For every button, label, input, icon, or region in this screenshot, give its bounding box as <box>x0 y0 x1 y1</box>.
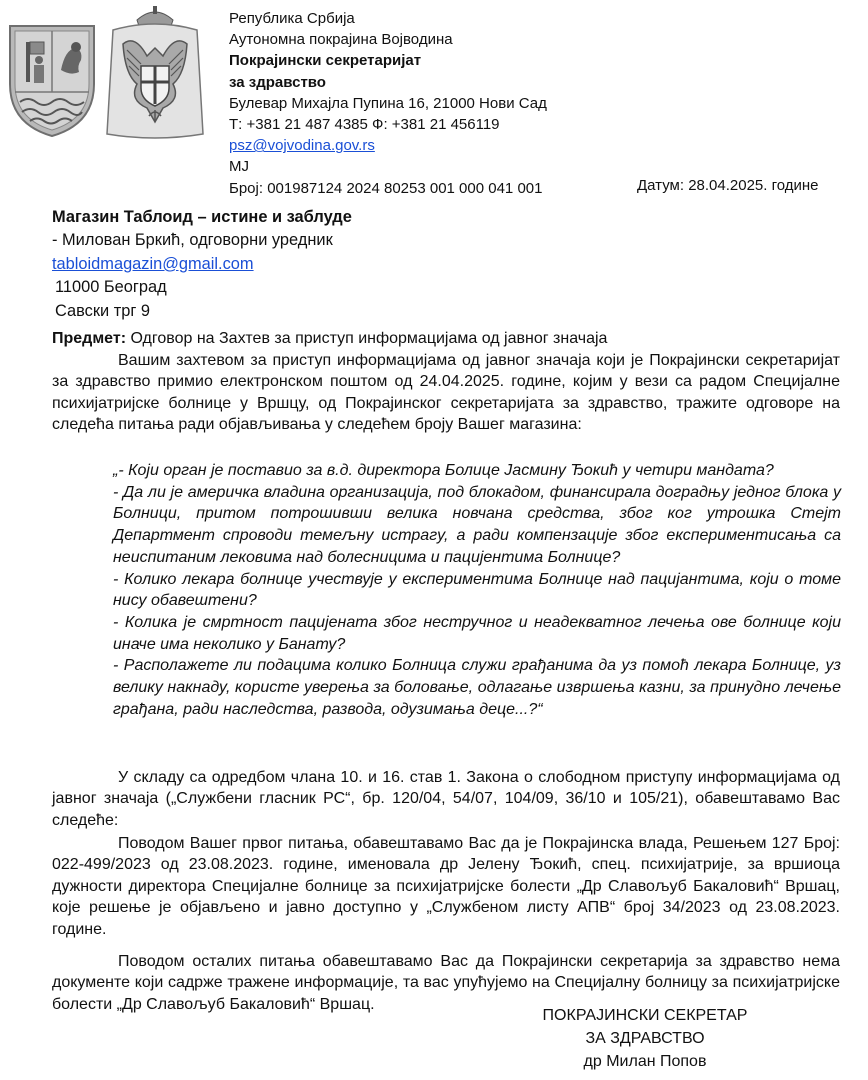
question-5: - Располажете ли подацима колико Болница служи грађанима да уз помоћ лекара Болнице, уз велику накнаду, користе уверења за боловање, одлагање извршења казни, за принудно лечење грађана, ради наследства, развода, одузимања деце...?“ <box>113 657 841 718</box>
questions-quote <box>113 460 841 720</box>
recipient-name: Магазин Таблоид – истине и заблуде <box>52 208 352 226</box>
vojvodina-coat-of-arms-icon <box>6 22 98 140</box>
question-3: - Колико лекара болнице учествује у експериментима Болнице над пацијантима, који о томе нису обавештени? <box>113 570 841 610</box>
signature-block <box>520 1004 770 1073</box>
paragraph-intro: Вашим захтевом за приступ информацијама од јавног значаја који је Покрајински секретаријат за здравство примио електронском поштом од 24.04.2025. године, којим у вези са радом Специјалне психијатријске болнице у Вршцу, од Покрајинског секретаријата за здравство, тражите одговоре на следећа питања ради објављивања у следећем броју Вашег магазина: <box>52 352 840 434</box>
header-initials: МЈ <box>229 158 249 176</box>
paragraph-other-answers: Поводом осталих питања обавештавамо Вас да Покрајински секретарија за здравство нема документе који садрже тражене информације, та вас упућујемо на Специјалну болницу за психијатријске болести „Др Славољуб Бакаловић“ Вршац. <box>52 953 840 1013</box>
serbia-coat-of-arms-icon <box>103 4 208 144</box>
recipient-editor: - Милован Бркић, одговорни уредник <box>52 231 333 250</box>
header-date: Датум: 28.04.2025. године <box>637 177 819 194</box>
question-1: „- Који орган је поставио за в.д. директора Болице Јасмину Ђокић у четири мандата? <box>113 462 774 479</box>
header-reference-number: Број: 001987124 2024 80253 001 000 041 001 <box>229 179 543 197</box>
header-phones: Т: +381 21 487 4385 Ф: +381 21 456119 <box>229 116 500 134</box>
recipient-street: Савски трг 9 <box>55 301 151 320</box>
recipient-block <box>52 206 352 323</box>
paragraph-legal-basis: У складу са одредбом члана 10. и 16. став 1. Закона о слободном приступу информацијама од јавног значаја („Службени гласник РС“, бр. 120/04, 54/07, 104/09, 36/10 и 105/21), обавештавамо Вас следеће: <box>52 769 840 829</box>
sender-header <box>229 8 547 199</box>
paragraph-first-answer: Поводом Вашег првог питања, обавештавамо Вас да је Покрајинска влада, Решењем 127 Број: 022-499/2023 од 23.08.2023. године, именовала др Јелену Ђокић, спец. психијатрије, за вршиоца дужности директора Специјалне болнице за психијатријске болести „Др Славољуб Бакаловић“ Вршац, које решење је објављено и јавно доступно у „Службеном листу АПВ“ број 34/2023 од 23.08.2023. године. <box>52 835 840 938</box>
header-province: Аутономна покрајина Војводина <box>229 31 453 49</box>
question-4: - Колика је смртност пацијената због нестручног и неадекватног лечења ове болнице који иначе има неколико у Банату? <box>113 613 841 653</box>
signature-name: др Милан Попов <box>583 1053 707 1070</box>
header-email-link[interactable]: psz@vojvodina.gov.rs <box>229 137 375 155</box>
recipient-email-link[interactable]: tabloidmagazin@gmail.com <box>52 254 254 273</box>
subject-line <box>52 330 607 348</box>
recipient-city: 11000 Београд <box>55 278 167 297</box>
subject-text: Одговор на Захтев за приступ информацијама од јавног значаја <box>126 330 608 347</box>
header-secretariat: Покрајински секретаријат <box>229 52 422 70</box>
signature-department: ЗА ЗДРАВСТВО <box>585 1030 705 1047</box>
signature-title: ПОКРАЈИНСКИ СЕКРЕТАР <box>542 1007 748 1024</box>
header-secretariat-sub: за здравство <box>229 73 326 91</box>
header-country: Република Србија <box>229 10 355 27</box>
subject-label: Предмет: <box>52 330 127 347</box>
question-2: - Да ли је америчка владина организација, под блокадом, финансирала доградњу једног блока у Болници, притом потрошивши велика новчана средства, због ког утрошка Стејт Департмент спроводи темељну истрагу, а ради компензације због експериментисања са неиспитаним лековима над болесницима и пацијентима Болнице? <box>113 483 841 566</box>
header-address: Булевар Михајла Пупина 16, 21000 Нови Сад <box>229 94 547 112</box>
